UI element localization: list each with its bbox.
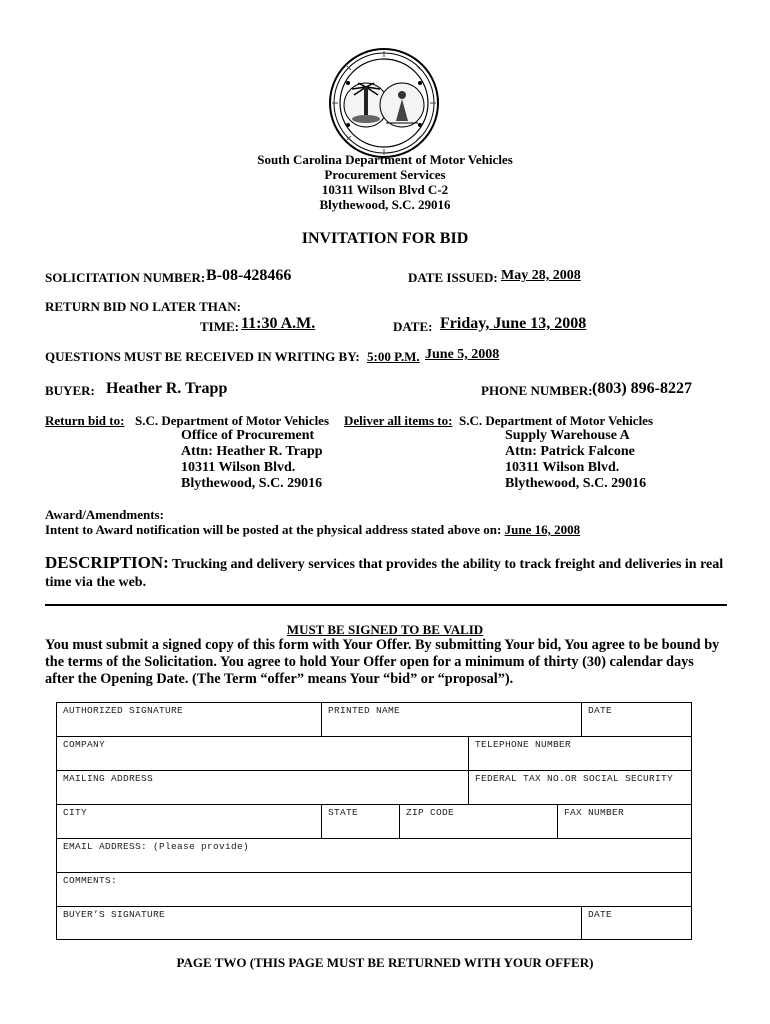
return-to-line5: Blythewood, S.C. 29016 [181,476,323,491]
page-title: INVITATION FOR BID [301,230,469,247]
award-text-body: Intent to Award notification will be posted at the physical address stated above on: [45,522,502,537]
return-time-value: 11:30 A.M. [241,315,316,332]
return-date-value: Friday, June 13, 2008 [440,315,587,332]
state-seal-icon [328,47,440,159]
tax-number-field[interactable] [468,771,691,804]
award-text [45,522,580,538]
mailing-address-field[interactable] [57,771,468,804]
offer-statement: You must submit a signed copy of this form with Your Offer. By submitting Your bid, You agree to be bound by the terms of the Solicitation. You agree to hold Your Offer open for a minimum of thirty (30) calendar days after the Opening Date. (The Term “offer” means Your “bid” or “proposal”). [45,637,720,687]
description-text: Trucking and delivery services that provides the ability to track freight and deliveries in real time via the web. [45,557,724,590]
page-footer: PAGE TWO (THIS PAGE MUST BE RETURNED WITH YOUR OFFER) [176,955,594,970]
must-sign-heading: MUST BE SIGNED TO BE VALID [286,622,484,637]
printed-name-field[interactable] [321,703,582,736]
divider [45,604,727,606]
date-issued-value: May 28, 2008 [501,268,581,283]
deliver-to-line1: S.C. Department of Motor Vehicles [459,413,654,428]
printed-name-label: PRINTED NAME [328,705,401,716]
buyer-label: BUYER: [45,383,95,398]
return-bid-label: RETURN BID NO LATER THAN: [45,299,241,314]
return-to-line4: 10311 Wilson Blvd. [181,460,296,475]
signature-date-field[interactable] [581,703,691,736]
deliver-to-line2: Supply Warehouse A [505,428,630,443]
comments-field[interactable] [57,873,690,906]
comments-label: COMMENTS: [63,875,118,886]
agency-city: Blythewood, S.C. 29016 [319,197,451,212]
zip-code-field[interactable] [399,805,558,838]
state-field[interactable] [321,805,400,838]
award-date: June 16, 2008 [504,522,581,537]
deliver-to-line3: Attn: Patrick Falcone [505,444,635,459]
solicitation-label: SOLICITATION NUMBER: [45,270,206,285]
return-to-line2: Office of Procurement [181,428,315,443]
signature-date-label: DATE [588,705,613,716]
agency-division: Procurement Services [324,167,446,182]
questions-date: June 5, 2008 [425,347,500,362]
form-row-buyer-signature [57,907,691,939]
buyer-signature-label: BUYER’S SIGNATURE [63,909,166,920]
form-row-city [57,805,691,839]
agency-street: 10311 Wilson Blvd C-2 [321,182,449,197]
signature-form [56,702,692,940]
state-label: STATE [328,807,359,818]
authorized-signature-label: AUTHORIZED SIGNATURE [63,705,184,716]
questions-time: 5:00 P.M. [367,349,420,364]
buyer-name: Heather R. Trapp [106,380,228,397]
buyer-date-label: DATE [588,909,613,920]
email-label: EMAIL ADDRESS: (Please provide) [63,841,250,852]
form-row-email [57,839,691,873]
phone-label: PHONE NUMBER: [481,383,593,398]
form-row-company [57,737,691,771]
date-issued-label: DATE ISSUED: [408,270,498,285]
buyer-signature-field[interactable] [57,907,581,939]
return-to-line3: Attn: Heather R. Trapp [181,444,323,459]
deliver-to-line5: Blythewood, S.C. 29016 [505,476,647,491]
description-label: DESCRIPTION: [45,553,169,572]
city-label: CITY [63,807,88,818]
phone-number: (803) 896-8227 [592,380,692,397]
solicitation-number: B-08-428466 [206,267,292,284]
questions-label: QUESTIONS MUST BE RECEIVED IN WRITING BY: [45,349,360,364]
tax-number-label: FEDERAL TAX NO.OR SOCIAL SECURITY [475,773,674,784]
telephone-label: TELEPHONE NUMBER [475,739,572,750]
form-row-signature [57,703,691,737]
company-label: COMPANY [63,739,106,750]
company-field[interactable] [57,737,468,770]
form-row-mailing [57,771,691,805]
deliver-to-label: Deliver all items to: [344,413,453,428]
fax-number-label: FAX NUMBER [564,807,625,818]
email-field[interactable] [57,839,690,872]
authorized-signature-field[interactable] [57,703,321,736]
city-field[interactable] [57,805,321,838]
zip-code-label: ZIP CODE [406,807,455,818]
return-to-label: Return bid to: [45,413,125,428]
award-heading: Award/Amendments: [45,507,164,522]
telephone-field[interactable] [468,737,691,770]
deliver-to-line4: 10311 Wilson Blvd. [505,460,620,475]
return-to-line1: S.C. Department of Motor Vehicles [135,413,330,428]
return-time-label: TIME: [200,319,239,334]
agency-name: South Carolina Department of Motor Vehicles [257,152,513,167]
form-row-comments [57,873,691,907]
return-date-label: DATE: [393,319,433,334]
buyer-date-field[interactable] [581,907,691,939]
fax-number-field[interactable] [557,805,691,838]
mailing-address-label: MAILING ADDRESS [63,773,154,784]
description [45,554,725,592]
